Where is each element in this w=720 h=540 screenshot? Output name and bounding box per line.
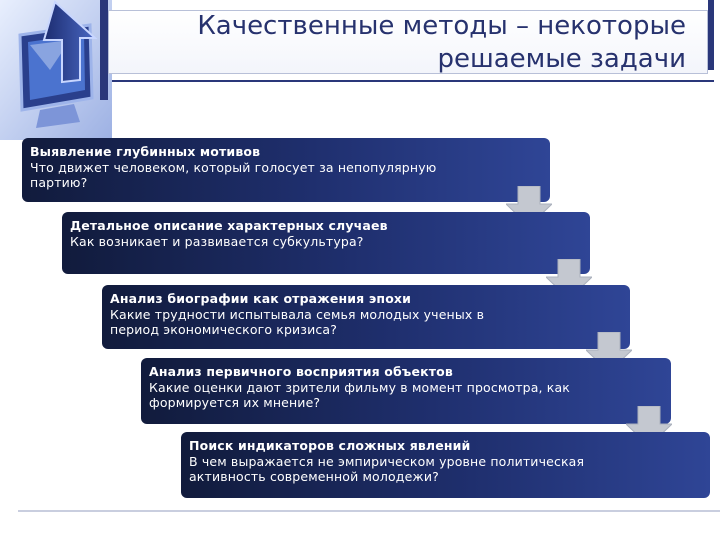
footer-rule — [18, 510, 720, 512]
step-text: Какие оценки дают зрители фильму в момент просмотра, как формируется их мнение? — [149, 380, 571, 410]
step-5 — [181, 432, 710, 498]
step-heading: Выявление глубинных мотивов — [30, 144, 261, 159]
step-heading: Детальное описание характерных случаев — [70, 218, 388, 233]
monitor-arrow-icon — [0, 0, 112, 140]
header-divider — [708, 0, 714, 70]
step-text: Что движет человеком, который голосует за непопулярную партию? — [30, 160, 437, 190]
step-heading: Анализ первичного восприятия объектов — [149, 364, 453, 379]
step-heading: Поиск индикаторов сложных явлений — [189, 438, 471, 453]
step-4 — [141, 358, 671, 424]
page-title — [146, 10, 686, 76]
title-line-1: Качественные методы – некоторые — [197, 11, 686, 41]
step-heading: Анализ биографии как отражения эпохи — [110, 291, 412, 306]
step-2 — [62, 212, 590, 274]
step-text: В чем выражается не эмпирическом уровне политическая активность современной молодежи? — [189, 454, 585, 484]
step-1 — [22, 138, 550, 202]
title-line-2: решаемые задачи — [437, 44, 686, 74]
step-text: Как возникает и развивается субкультура? — [70, 234, 364, 249]
step-text: Какие трудности испытывала семья молодых ученых в период экономического кризиса? — [110, 307, 485, 337]
header-rule — [112, 80, 714, 82]
step-3 — [102, 285, 630, 349]
